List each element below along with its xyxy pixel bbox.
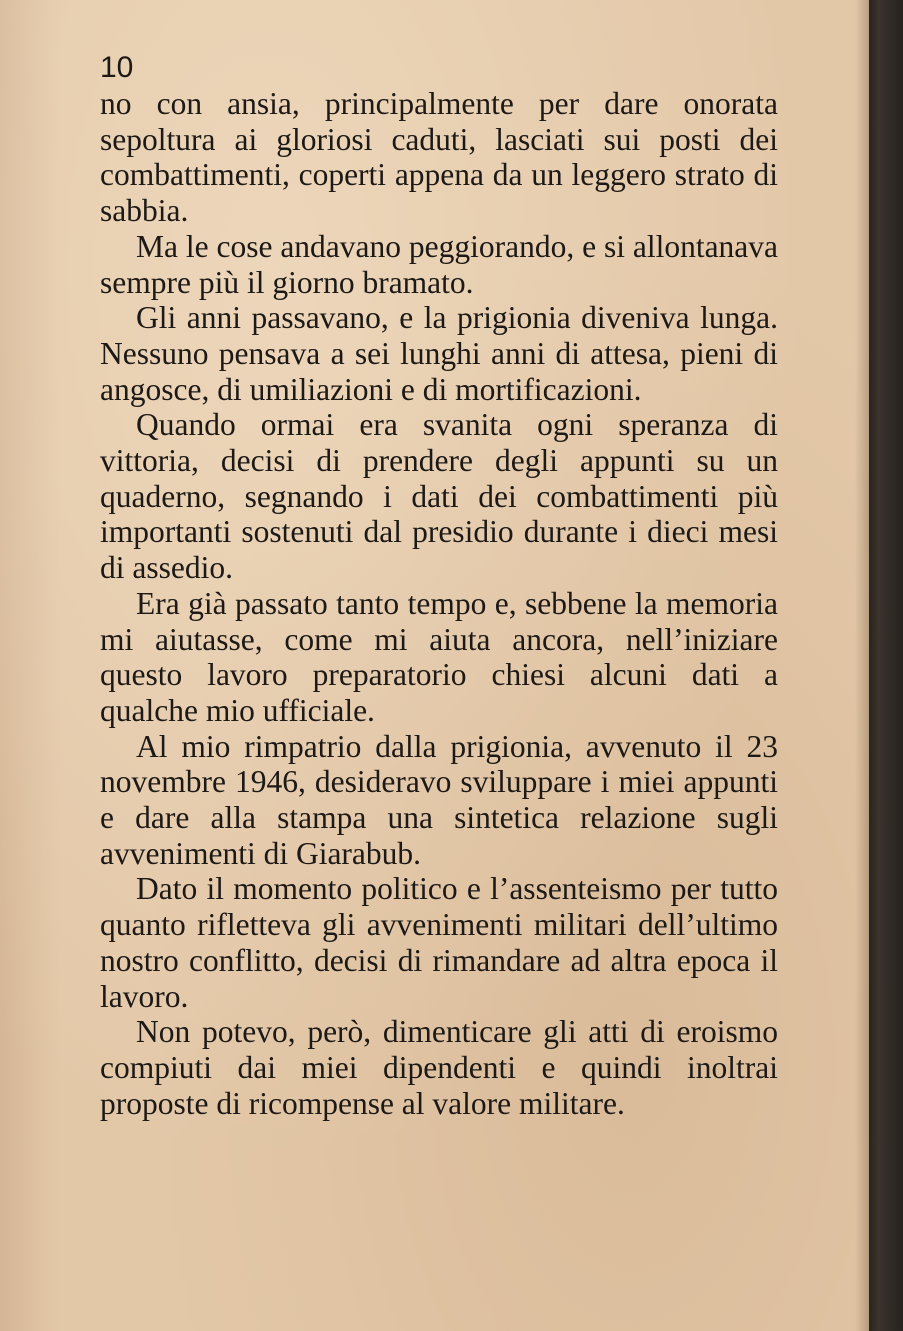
paragraph: Non potevo, però, dimenticare gli atti di eroismo compiuti dai miei dipendenti e quindi inoltrai proposte di ricompense al valore militare. xyxy=(100,1014,778,1121)
paragraph: Quando ormai era svanita ogni speranza di vittoria, decisi di prendere degli appunti su un quaderno, segnando i dati dei combattimenti più importanti sostenuti dal presidio durante i dieci mesi di assedio. xyxy=(100,407,778,586)
page-gutter-shadow xyxy=(855,0,869,1331)
paragraph: Ma le cose andavano peggiorando, e si allontanava sempre più il giorno bramato. xyxy=(100,228,779,300)
paragraph: Al mio rimpatrio dalla prigionia, avvenuto il 23 novembre 1946, desideravo sviluppare i miei appunti e dare alla stampa una sintetica relazione sugli avvenimenti di Giarabub. xyxy=(100,728,778,871)
paragraph: Era già passato tanto tempo e, sebbene la memoria mi aiutasse, come mi aiuta ancora, nell’iniziare questo lavoro preparatorio chiesi alcuni dati a qualche mio ufficiale. xyxy=(100,585,778,728)
book-binding-edge xyxy=(869,0,903,1331)
paragraph: Dato il momento politico e l’assenteismo per tutto quanto rifletteva gli avvenimenti militari dell’ultimo nostro conflitto, decisi di rimandare ad altra epoca il lavoro. xyxy=(100,871,778,1014)
body-text xyxy=(100,86,778,1121)
paragraph-continuation: no con ansia, principalmente per dare onorata sepoltura ai gloriosi caduti, lasciati sui posti dei combattimenti, coperti appena da un leggero strato di sabbia. xyxy=(100,86,778,229)
paragraph: Gli anni passavano, e la prigionia diveniva lunga. Nessuno pensava a sei lunghi anni di attesa, pieni di angosce, di umiliazioni e di mortificazioni. xyxy=(100,300,778,407)
page-number: 10 xyxy=(100,51,134,84)
